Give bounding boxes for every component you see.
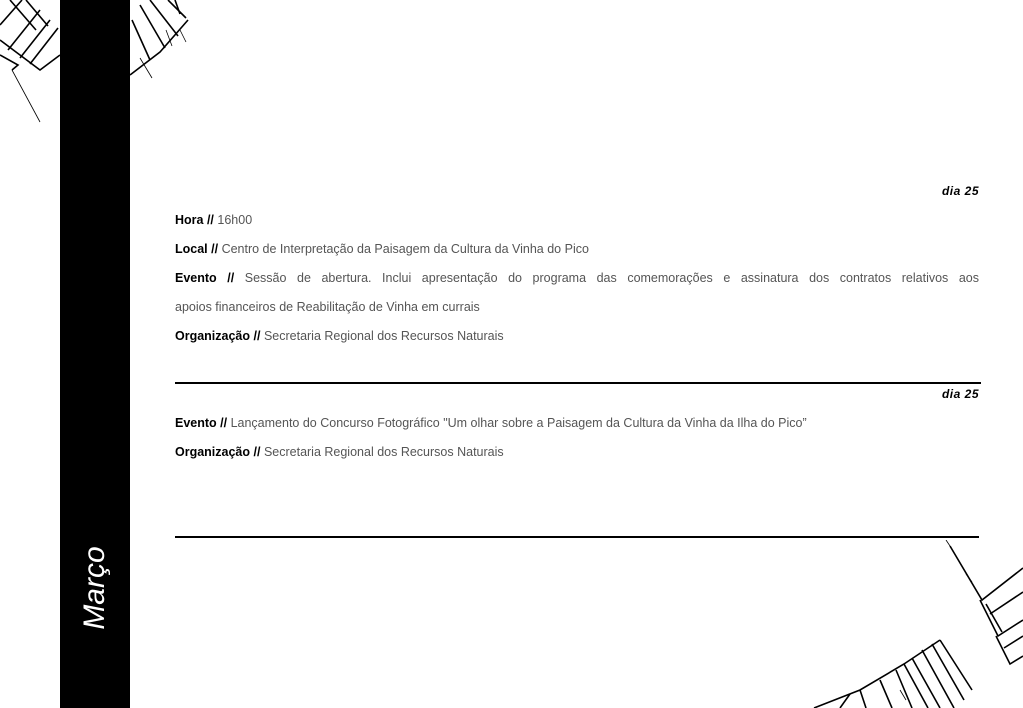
field-label: Hora // (175, 213, 214, 227)
divider-rule (175, 536, 979, 538)
field-value: 16h00 (217, 213, 253, 227)
field-value: Sessão de abertura. Inclui apresentação do programa das comemorações e assinatura dos contratos relativos aos (244, 271, 980, 285)
event-description-line (175, 270, 979, 286)
field-value: Secretaria Regional dos Recursos Naturais (263, 329, 504, 343)
field-value: Centro de Interpretação da Paisagem da Cultura da Vinha do Pico (221, 242, 589, 256)
month-label: Março (78, 546, 111, 630)
field-label: Evento // (175, 271, 235, 285)
event-location-line (175, 241, 589, 257)
event-time-line (175, 212, 252, 228)
field-label: Organização // (175, 445, 261, 459)
event-description-line (175, 415, 807, 431)
event-organizer-line (175, 444, 504, 460)
field-value: apoios financeiros de Reabilitação de Vinha em currais (175, 300, 480, 314)
field-label: Organização // (175, 329, 261, 343)
field-label: Evento // (175, 416, 228, 430)
event-day: dia 25 (941, 184, 979, 198)
event-description-continued (175, 299, 480, 315)
field-value: Secretaria Regional dos Recursos Naturais (263, 445, 504, 459)
event-organizer-line (175, 328, 504, 344)
field-value: Lançamento do Concurso Fotográfico "Um olhar sobre a Paisagem da Cultura da Vinha da Ilha do Pico” (230, 416, 807, 430)
vineyard-illustration-bottom-right (800, 540, 1023, 708)
field-label: Local // (175, 242, 219, 256)
event-day: dia 25 (941, 387, 979, 401)
divider-rule (175, 382, 981, 384)
